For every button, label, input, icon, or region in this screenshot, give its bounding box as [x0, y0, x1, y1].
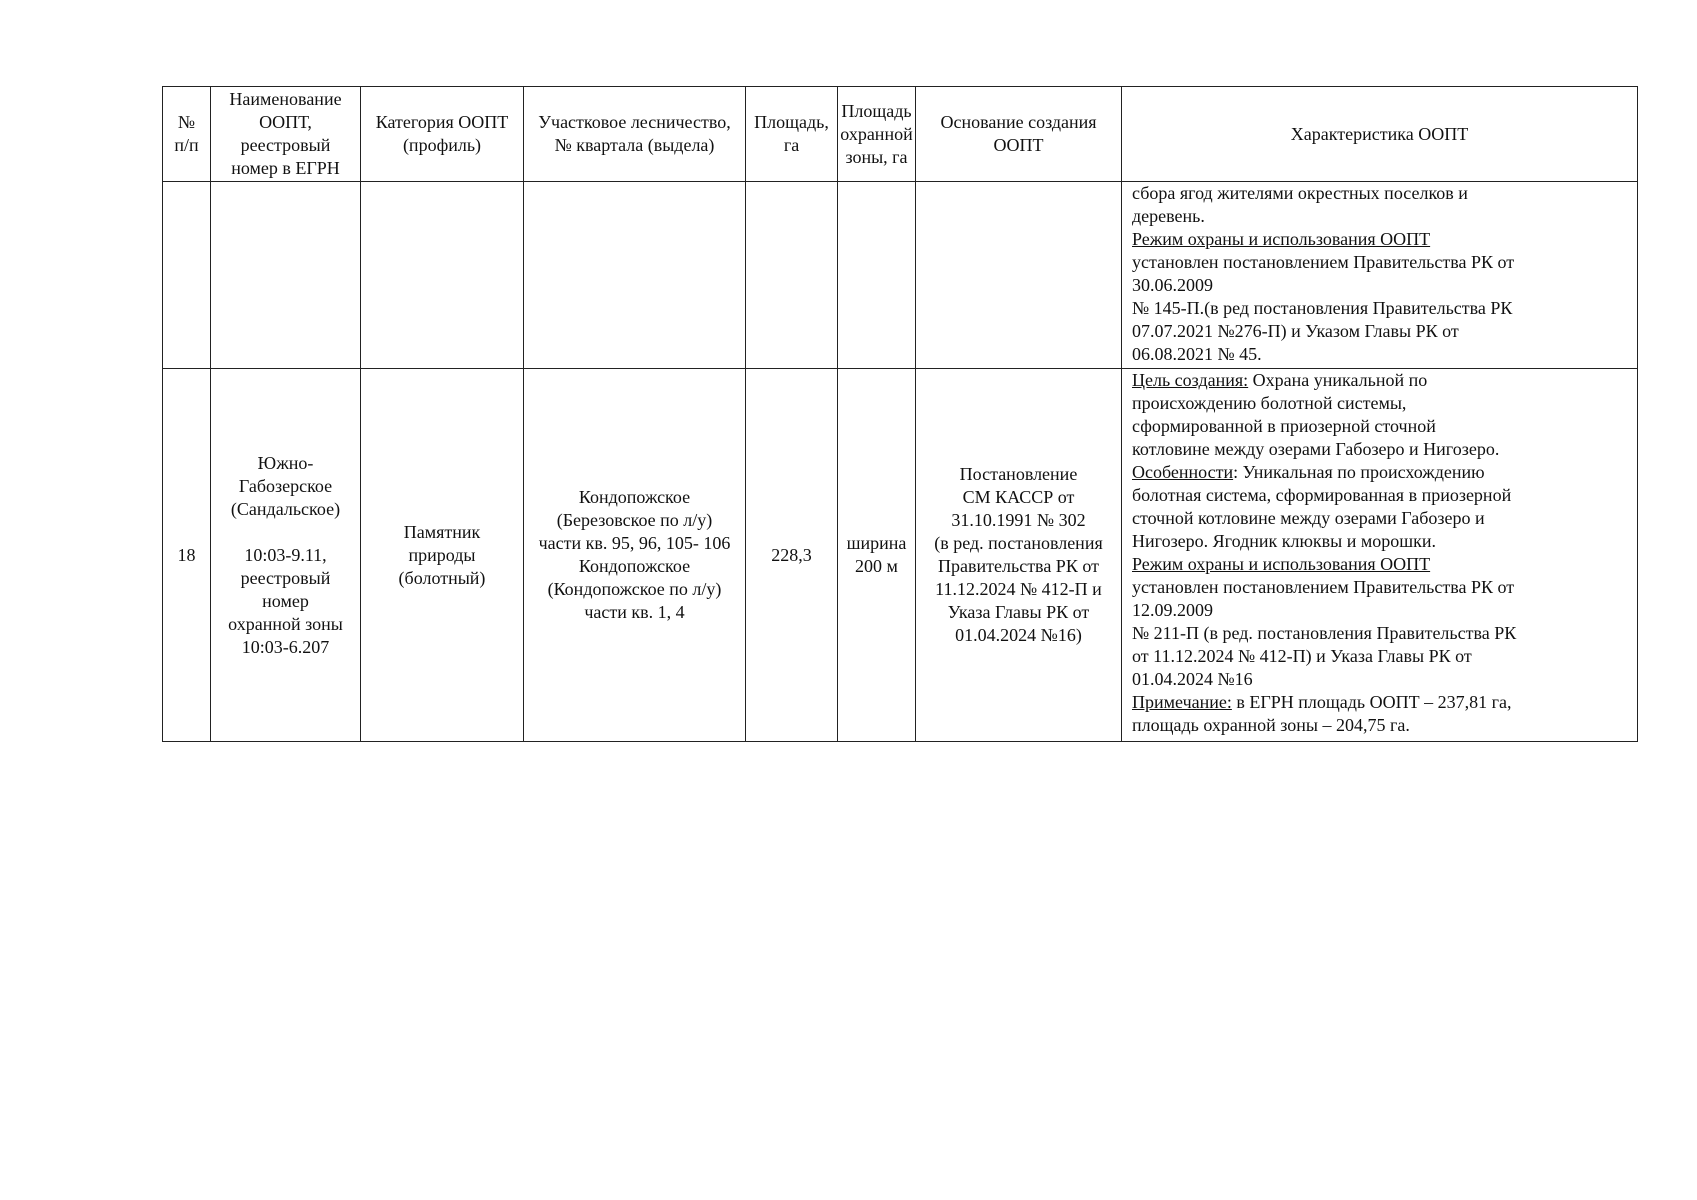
cell-characteristic: Цель создания: Охрана уникальной по происхождению болотной системы, сформированной в приозерной сточной котловине между озерами Габозеро и Нигозеро. Особенности: Уникальная по происхождению болотная система, сформированная в приозерной сточной котловине между озерами Габозеро и Нигозеро. Ягодник клюквы и морошки. Режим охраны и использования ООПТ установлен постановлением Правительства РК от 12.09.2009 № 211-П (в ред. постановления Правительства РК от 11.12.2024 № 412-П) и Указа Главы РК от 01.04.2024 №16 Примечание: в ЕГРН площадь ООПТ – 237,81 га, площадь охранной зоны – 204,75 га.	[1122, 369, 1638, 742]
cell-zone	[838, 182, 916, 369]
cell-zone: ширина 200 м	[838, 369, 916, 742]
cell-characteristic: сбора ягод жителями окрестных поселков и деревень. Режим охраны и использования ООПТ установлен постановлением Правительства РК от 30.06.2009 № 145-П.(в ред постановления Правительства РК 07.07.2021 №276-П) и Указом Главы РК от 06.08.2021 № 45.	[1122, 182, 1638, 369]
protected-areas-table	[162, 86, 1638, 742]
header-forestry: Участковое лесничество, № квартала (выдела)	[524, 87, 746, 182]
cell-name	[211, 182, 361, 369]
header-characteristic: Характеристика ООПТ	[1122, 87, 1638, 182]
header-num: № п/п	[163, 87, 211, 182]
cell-num	[163, 182, 211, 369]
document-page	[162, 86, 1638, 742]
cell-category	[361, 182, 524, 369]
features-label: Особенности	[1132, 462, 1234, 482]
header-area: Площадь, га	[746, 87, 838, 182]
header-basis: Основание создания ООПТ	[916, 87, 1122, 182]
note-label: Примечание:	[1132, 692, 1232, 712]
header-zone-area: Площадь охранной зоны, га	[838, 87, 916, 182]
cell-forestry: Кондопожское (Березовское по л/у) части кв. 95, 96, 105- 106 Кондопожское (Кондопожское по л/у) части кв. 1, 4	[524, 369, 746, 742]
regime-label: Режим охраны и использования ООПТ	[1132, 229, 1431, 249]
regime-label: Режим охраны и использования ООПТ	[1132, 554, 1431, 574]
table-row-18	[163, 369, 1638, 742]
cell-forestry	[524, 182, 746, 369]
header-category: Категория ООПТ (профиль)	[361, 87, 524, 182]
cell-area: 228,3	[746, 369, 838, 742]
header-name: Наименование ООПТ, реестровый номер в ЕГРН	[211, 87, 361, 182]
cell-basis: Постановление СМ КАССР от 31.10.1991 № 302 (в ред. постановления Правительства РК от 11.12.2024 № 412-П и Указа Главы РК от 01.04.2024 №16)	[916, 369, 1122, 742]
goal-label: Цель создания:	[1132, 370, 1249, 390]
cell-basis	[916, 182, 1122, 369]
cell-num: 18	[163, 369, 211, 742]
table-header-row	[163, 87, 1638, 182]
cell-category: Памятник природы (болотный)	[361, 369, 524, 742]
cell-name: Южно- Габозерское (Сандальское) 10:03-9.11, реестровый номер охранной зоны 10:03-6.207	[211, 369, 361, 742]
table-row-continuation	[163, 182, 1638, 369]
cell-area	[746, 182, 838, 369]
